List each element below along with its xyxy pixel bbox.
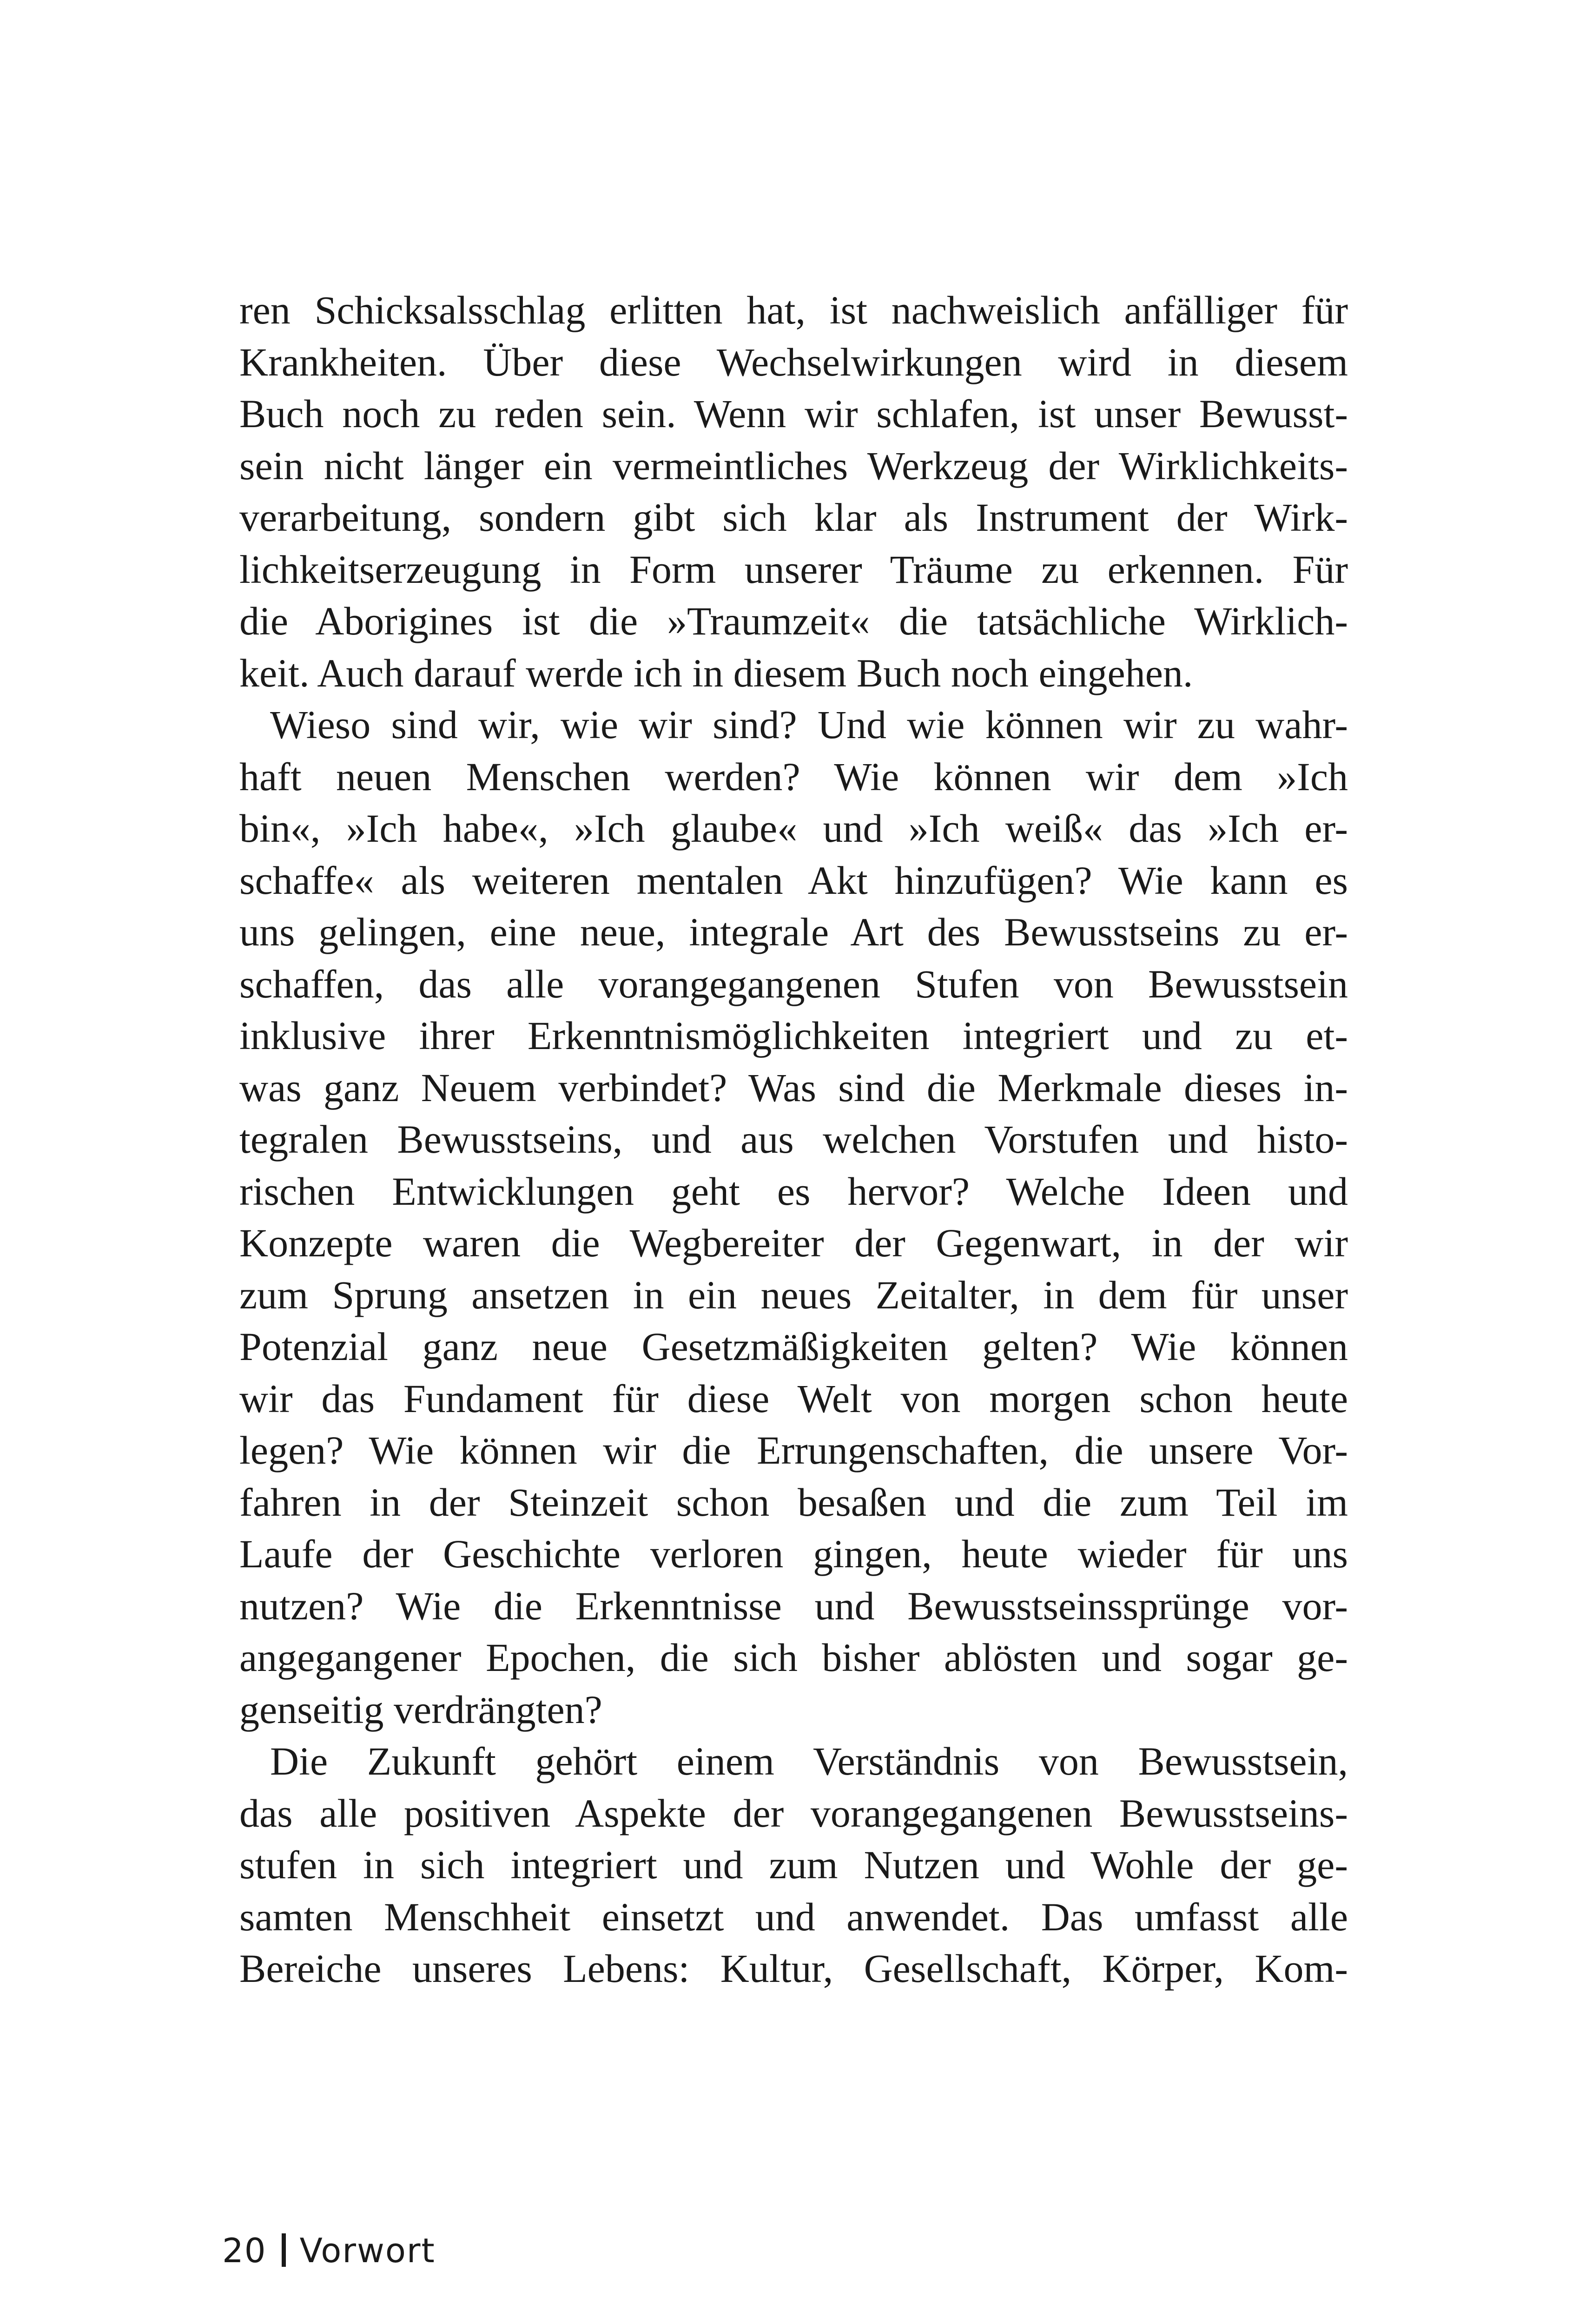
section-title: Vorwort (299, 2231, 436, 2270)
text-line: Konzepte waren die Wegbereiter der Gegenwart, in der wir (239, 1221, 1348, 1265)
text-line: rischen Entwicklungen geht es hervor? Welche Ideen und (239, 1169, 1348, 1214)
text-line: angegangener Epochen, die sich bisher ablösten und sogar ge- (239, 1635, 1348, 1680)
paragraph-end-line: keit. Auch darauf werde ich in diesem Buch noch eingehen. (239, 650, 1193, 695)
body-text (239, 284, 1348, 1995)
text-line: Laufe der Geschichte verloren gingen, heute wieder für uns (239, 1532, 1348, 1576)
page-footer (222, 2231, 436, 2270)
text-line: tegralen Bewusstseins, und aus welchen Vorstufen und histo- (239, 1117, 1348, 1162)
text-line: Krankheiten. Über diese Wechselwirkungen wird in diesem (239, 339, 1348, 384)
footer-separator (282, 2233, 286, 2267)
paragraph-start-line: Wieso sind wir, wie wir sind? Und wie können wir zu wahr- (270, 702, 1348, 747)
paragraph-end-line: genseitig verdrängten? (239, 1687, 602, 1732)
paragraph-start-line: Die Zukunft gehört einem Verständnis von Bewusstsein, (270, 1739, 1348, 1783)
text-line: uns gelingen, eine neue, integrale Art des Bewusstseins zu er- (239, 910, 1348, 954)
text-line: das alle positiven Aspekte der vorangegangenen Bewusstseins- (239, 1790, 1348, 1835)
text-line: fahren in der Steinzeit schon besaßen und die zum Teil im (239, 1479, 1348, 1525)
text-line: ren Schicksalsschlag erlitten hat, ist nachweislich anfälliger für (239, 288, 1348, 332)
text-line: was ganz Neuem verbindet? Was sind die Merkmale dieses in- (239, 1065, 1348, 1110)
text-line: haft neuen Menschen werden? Wie können wir dem »Ich (239, 754, 1348, 799)
text-line: schaffe« als weiteren mentalen Akt hinzufügen? Wie kann es (239, 858, 1348, 903)
text-line: verarbeitung, sondern gibt sich klar als Instrument der Wirk- (239, 495, 1348, 540)
text-line: legen? Wie können wir die Errungenschaften, die unsere Vor- (239, 1428, 1348, 1472)
text-line: wir das Fundament für diese Welt von morgen schon heute (239, 1376, 1348, 1421)
text-line: lichkeitserzeugung in Form unserer Träume zu erkennen. Für (239, 547, 1348, 592)
text-line: die Aborigines ist die »Traumzeit« die tatsächliche Wirklich- (239, 599, 1348, 643)
text-line: Bereiche unseres Lebens: Kultur, Gesellschaft, Körper, Kom- (239, 1946, 1348, 1991)
text-line: sein nicht länger ein vermeintliches Werkzeug der Wirklichkeits- (239, 443, 1348, 488)
text-line: zum Sprung ansetzen in ein neues Zeitalter, in dem für unser (239, 1272, 1348, 1317)
text-line: inklusive ihrer Erkenntnismöglichkeiten integriert und zu et- (239, 1013, 1348, 1058)
text-line: Buch noch zu reden sein. Wenn wir schlafen, ist unser Bewusst- (239, 391, 1348, 436)
text-line: bin«, »Ich habe«, »Ich glaube« und »Ich weiß« das »Ich er- (239, 806, 1348, 851)
text-line: nutzen? Wie die Erkenntnisse und Bewusstseinssprünge vor- (239, 1583, 1348, 1628)
text-line: samten Menschheit einsetzt und anwendet. Das umfasst alle (239, 1894, 1348, 1939)
page-number: 20 (222, 2231, 267, 2270)
text-line: stufen in sich integriert und zum Nutzen und Wohle der ge- (239, 1842, 1348, 1887)
text-line: Potenzial ganz neue Gesetzmäßigkeiten gelten? Wie können (239, 1324, 1348, 1369)
text-line: schaffen, das alle vorangegangenen Stufen von Bewusstsein (239, 961, 1348, 1006)
